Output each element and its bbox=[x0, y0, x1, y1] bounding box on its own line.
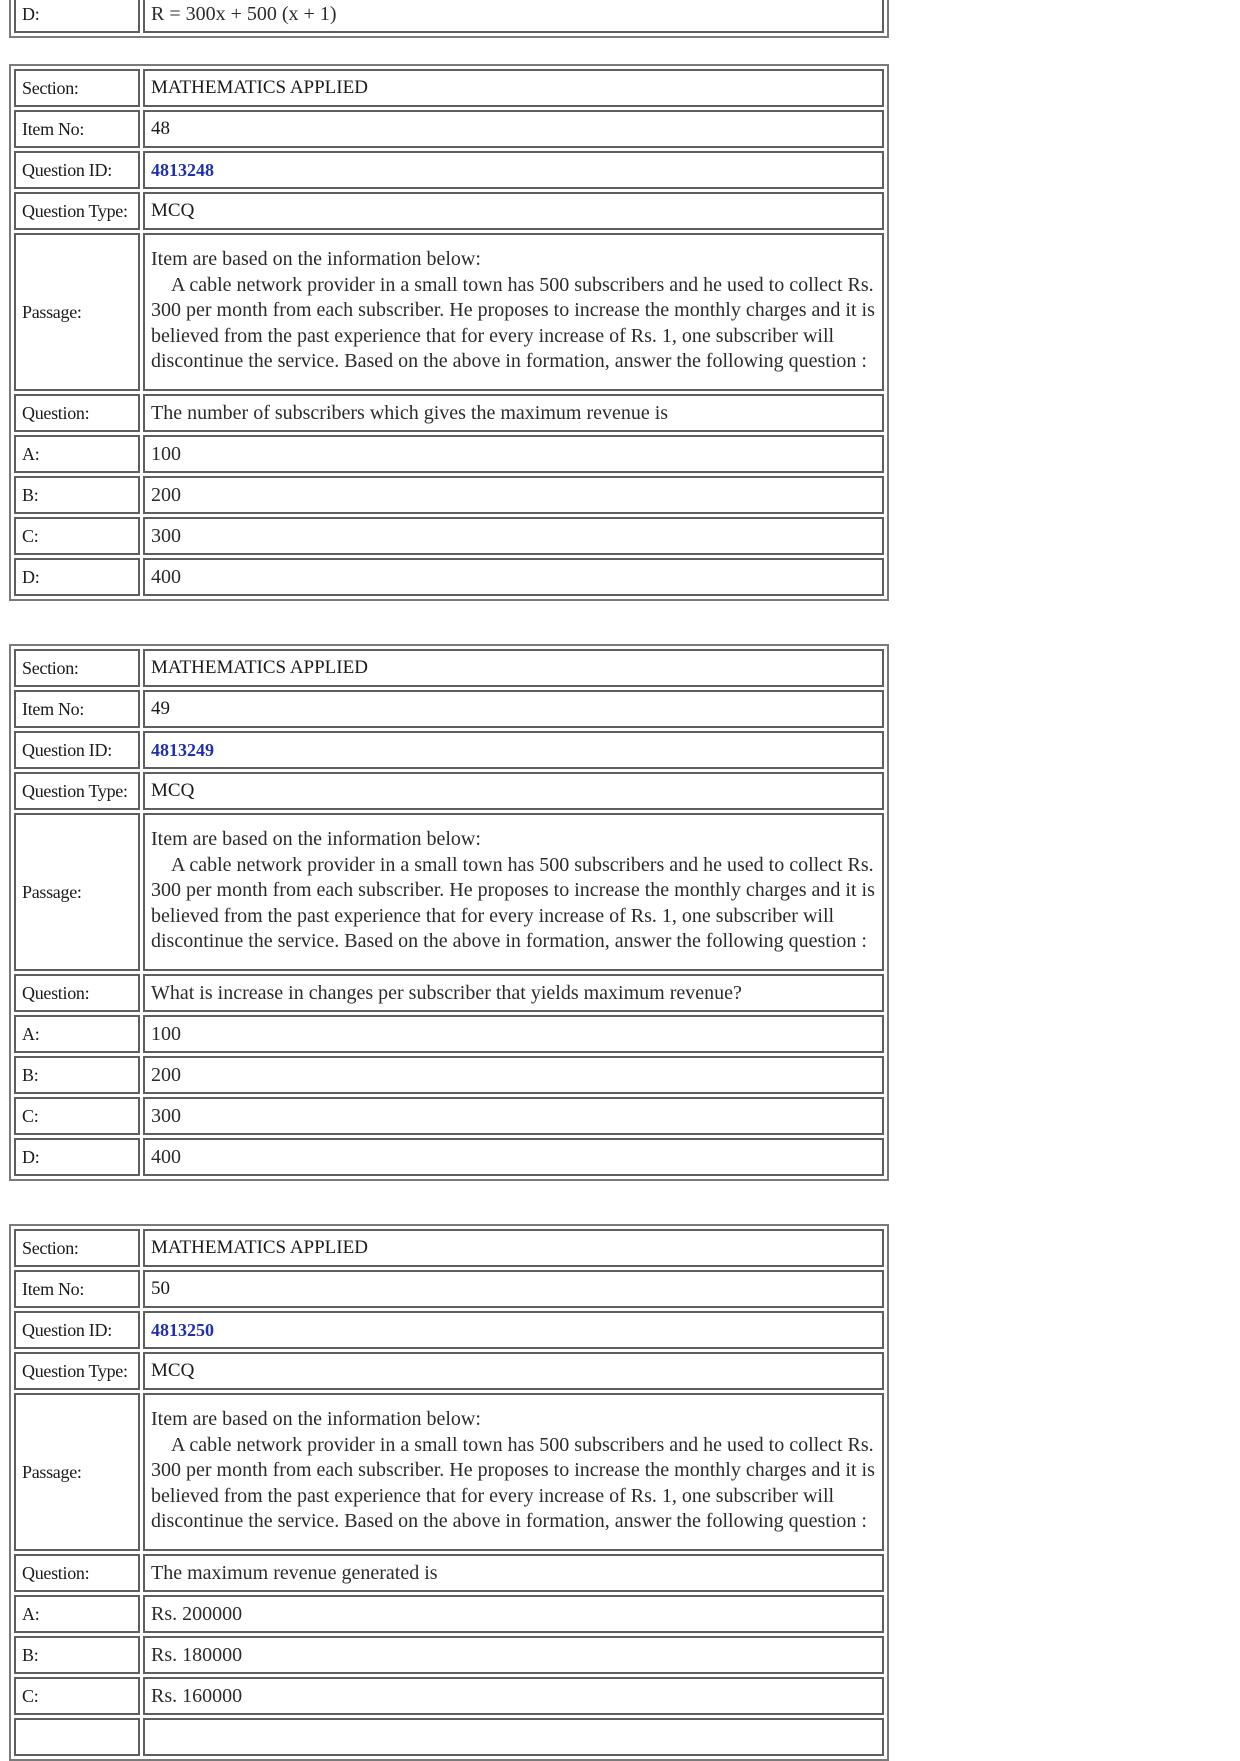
option-c-label: C: bbox=[14, 1097, 140, 1135]
question-id-label: Question ID: bbox=[14, 1311, 140, 1349]
section-label: Section: bbox=[14, 69, 140, 107]
question-type-value: MCQ bbox=[143, 192, 884, 230]
option-c-label: C: bbox=[14, 517, 140, 555]
section-label: Section: bbox=[14, 649, 140, 687]
item-no-label: Item No: bbox=[14, 1270, 140, 1308]
question-id-link[interactable]: 4813248 bbox=[143, 151, 884, 189]
question-type-value: MCQ bbox=[143, 772, 884, 810]
section-value: MATHEMATICS APPLIED bbox=[143, 69, 884, 107]
item-no-label: Item No: bbox=[14, 110, 140, 148]
option-d-value: R = 300x + 500 (x + 1) bbox=[143, 0, 884, 33]
option-d-value bbox=[143, 1718, 884, 1756]
question-id-link[interactable]: 4813250 bbox=[143, 1311, 884, 1349]
option-d-value: 400 bbox=[143, 558, 884, 596]
passage-cell bbox=[143, 813, 884, 971]
passage-label: Passage: bbox=[14, 233, 140, 391]
question-type-value: MCQ bbox=[143, 1352, 884, 1390]
option-b-label: B: bbox=[14, 476, 140, 514]
passage-intro: Item are based on the information below: bbox=[151, 1408, 481, 1431]
question-id-link[interactable]: 4813249 bbox=[143, 731, 884, 769]
passage-label: Passage: bbox=[14, 813, 140, 971]
previous-item-table bbox=[9, 0, 889, 38]
passage-body: A cable network provider in a small town has 500 subscribers and he used to collect Rs. 300 per month from each subscriber. He proposes to increase the monthly charges and it is believed from the past experience that for every increase of Rs. 1, one subscriber will discontinue the service. Based on the above in formation, answer the following question : bbox=[151, 1433, 875, 1533]
item-no-value: 49 bbox=[143, 690, 884, 728]
passage-body: A cable network provider in a small town has 500 subscribers and he used to collect Rs. 300 per month from each subscriber. He proposes to increase the monthly charges and it is believed from the past experience that for every increase of Rs. 1, one subscriber will discontinue the service. Based on the above in formation, answer the following question : bbox=[151, 853, 875, 953]
question-text: The maximum revenue generated is bbox=[143, 1554, 884, 1592]
option-c-value: Rs. 160000 bbox=[143, 1677, 884, 1715]
question-table-48 bbox=[9, 64, 889, 601]
option-d-label: D: bbox=[14, 1138, 140, 1176]
option-c-value: 300 bbox=[143, 517, 884, 555]
option-a-value: Rs. 200000 bbox=[143, 1595, 884, 1633]
option-a-label: A: bbox=[14, 1015, 140, 1053]
question-id-label: Question ID: bbox=[14, 151, 140, 189]
question-text: What is increase in changes per subscriber that yields maximum revenue? bbox=[143, 974, 884, 1012]
passage-label: Passage: bbox=[14, 1393, 140, 1551]
option-a-label: A: bbox=[14, 1595, 140, 1633]
question-type-label: Question Type: bbox=[14, 772, 140, 810]
question-label: Question: bbox=[14, 1554, 140, 1592]
option-b-value: Rs. 180000 bbox=[143, 1636, 884, 1674]
passage-intro: Item are based on the information below: bbox=[151, 248, 481, 271]
question-table-49 bbox=[9, 644, 889, 1181]
question-text: The number of subscribers which gives the maximum revenue is bbox=[143, 394, 884, 432]
section-label: Section: bbox=[14, 1229, 140, 1267]
question-label: Question: bbox=[14, 974, 140, 1012]
passage-cell bbox=[143, 1393, 884, 1551]
option-b-label: B: bbox=[14, 1056, 140, 1094]
option-b-value: 200 bbox=[143, 1056, 884, 1094]
section-value: MATHEMATICS APPLIED bbox=[143, 1229, 884, 1267]
option-c-value: 300 bbox=[143, 1097, 884, 1135]
question-type-label: Question Type: bbox=[14, 1352, 140, 1390]
option-b-value: 200 bbox=[143, 476, 884, 514]
item-no-label: Item No: bbox=[14, 690, 140, 728]
question-label: Question: bbox=[14, 394, 140, 432]
item-no-value: 50 bbox=[143, 1270, 884, 1308]
passage-intro: Item are based on the information below: bbox=[151, 828, 481, 851]
option-a-label: A: bbox=[14, 435, 140, 473]
option-c-label: C: bbox=[14, 1677, 140, 1715]
option-d-label bbox=[14, 1718, 140, 1756]
section-value: MATHEMATICS APPLIED bbox=[143, 649, 884, 687]
passage-cell bbox=[143, 233, 884, 391]
option-a-value: 100 bbox=[143, 1015, 884, 1053]
option-d-value: 400 bbox=[143, 1138, 884, 1176]
question-type-label: Question Type: bbox=[14, 192, 140, 230]
question-id-label: Question ID: bbox=[14, 731, 140, 769]
option-d-label: D: bbox=[14, 0, 140, 33]
option-a-value: 100 bbox=[143, 435, 884, 473]
passage-body: A cable network provider in a small town has 500 subscribers and he used to collect Rs. 300 per month from each subscriber. He proposes to increase the monthly charges and it is believed from the past experience that for every increase of Rs. 1, one subscriber will discontinue the service. Based on the above in formation, answer the following question : bbox=[151, 273, 875, 373]
item-no-value: 48 bbox=[143, 110, 884, 148]
question-table-50 bbox=[9, 1224, 889, 1761]
option-d-label: D: bbox=[14, 558, 140, 596]
option-b-label: B: bbox=[14, 1636, 140, 1674]
